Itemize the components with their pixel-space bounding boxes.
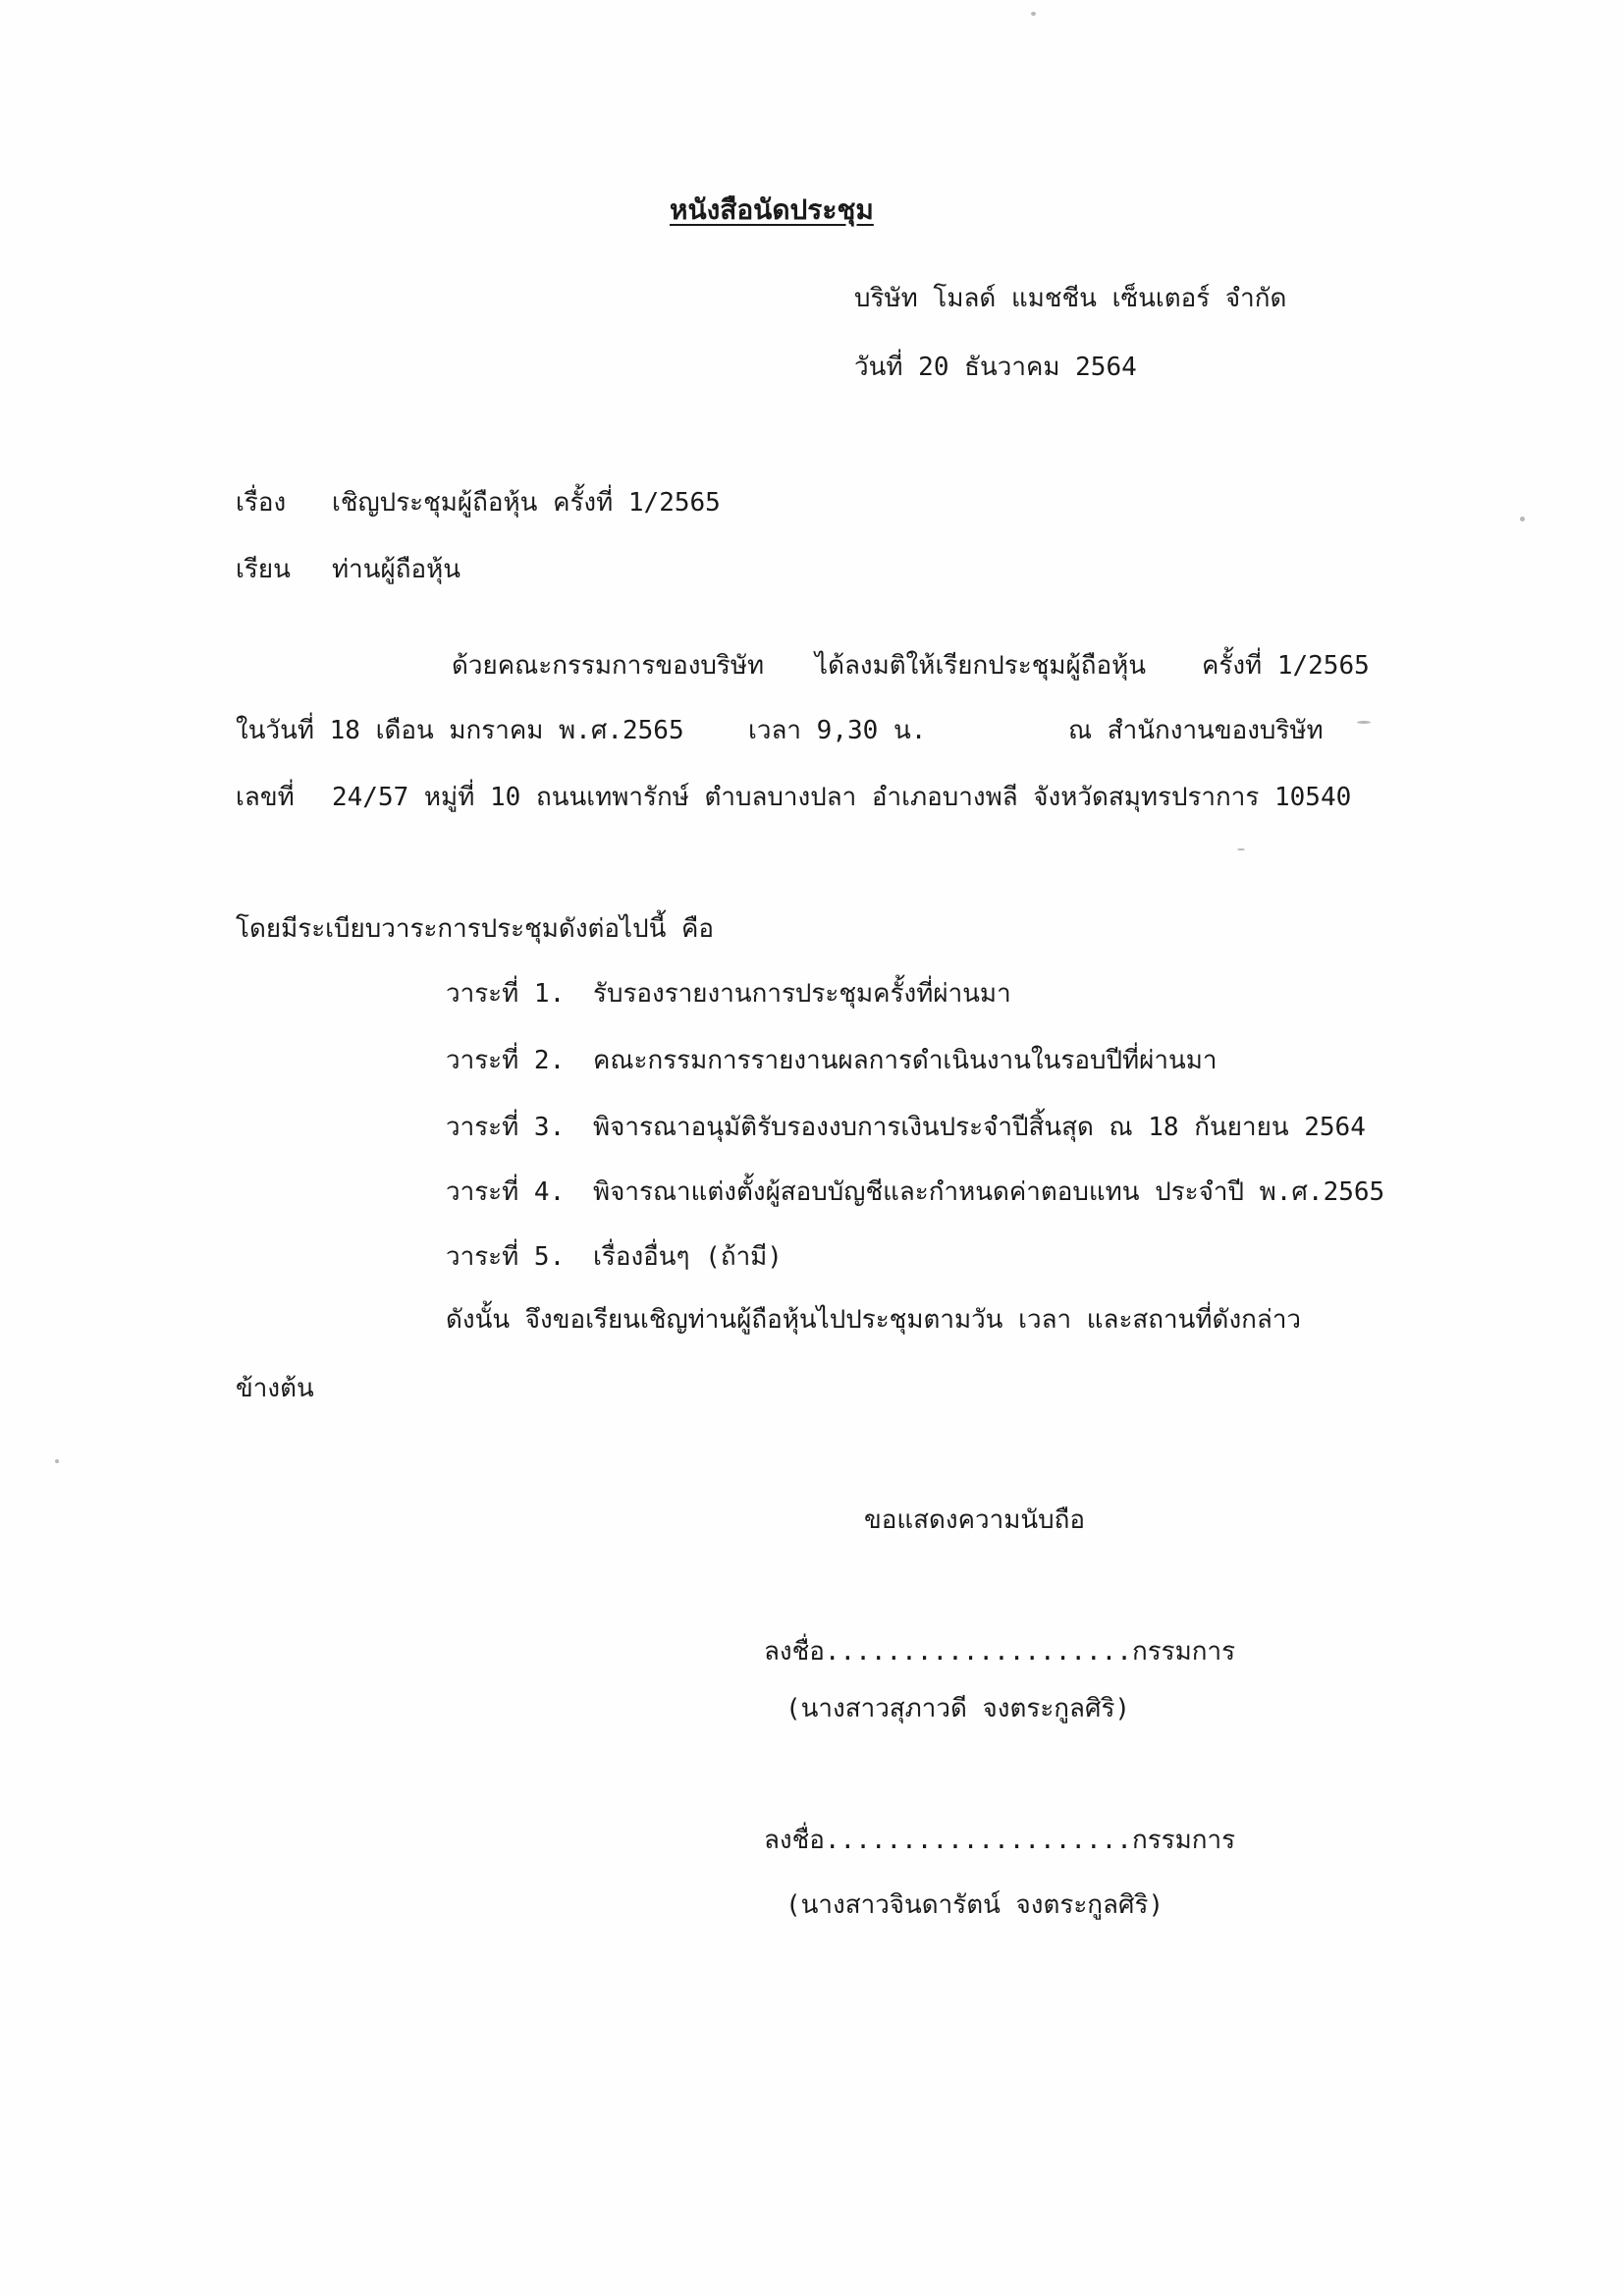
agenda-item-5-text: เรื่องอื่นๆ (ถ้ามี) [593, 1242, 783, 1272]
closing-line-b: ข้างต้น [236, 1374, 314, 1403]
letter-title: หนังสือนัดประชุม [670, 193, 874, 226]
scan-speck [1237, 848, 1245, 850]
body-line-3a: เลขที่ [236, 783, 295, 812]
scan-speck [1357, 721, 1371, 724]
regards: ขอแสดงความนับถือ [864, 1505, 1085, 1535]
body-line-1c: ครั้งที่ 1/2565 [1202, 651, 1370, 681]
body-line-2c: ณ สำนักงานของบริษัท [1068, 716, 1324, 745]
signature-line: ลงชื่อ....................กรรมการ [764, 1637, 1236, 1667]
agenda-item-3-text: พิจารณาอนุมัติรับรองงบการเงินประจำปีสิ้นสุด ณ 18 กันยายน 2564 [593, 1113, 1366, 1142]
agenda-item-3-label: วาระที่ 3. [446, 1113, 566, 1142]
letter-date: วันที่ 20 ธันวาคม 2564 [854, 353, 1137, 382]
agenda-item-1-text: รับรองรายงานการประชุมครั้งที่ผ่านมา [593, 979, 1011, 1009]
agenda-item-2-text: คณะกรรมการรายงานผลการดำเนินงานในรอบปีที่ผ่านมา [593, 1046, 1218, 1075]
subject-label: เรื่อง [236, 488, 287, 518]
agenda-item-2-label: วาระที่ 2. [446, 1046, 566, 1075]
signatory-name: (นางสาวจินดารัตน์ จงตระกูลศิริ) [785, 1890, 1164, 1920]
agenda-item-4-text: พิจารณาแต่งตั้งผู้สอบบัญชีและกำหนดค่าตอบแทน ประจำปี พ.ศ.2565 [593, 1177, 1385, 1207]
recipient-label: เรียน [236, 555, 291, 584]
signature-line: ลงชื่อ....................กรรมการ [764, 1826, 1236, 1855]
scan-speck [1031, 12, 1036, 16]
agenda-item-4-label: วาระที่ 4. [446, 1177, 566, 1207]
scan-speck [1520, 517, 1525, 521]
company-name: บริษัท โมลด์ แมชชีน เซ็นเตอร์ จำกัด [854, 284, 1287, 313]
body-line-3b: 24/57 หมู่ที่ 10 ถนนเทพารักษ์ ตำบลบางปลา อำเภอบางพลี จังหวัดสมุทรปราการ 10540 [332, 783, 1352, 812]
scan-speck [55, 1459, 59, 1463]
signatory-name: (นางสาวสุภาวดี จงตระกูลศิริ) [785, 1694, 1131, 1723]
closing-line-a: ดังนั้น จึงขอเรียนเชิญท่านผู้ถือหุ้นไปประชุมตามวัน เวลา และสถานที่ดังกล่าว [446, 1305, 1302, 1335]
body-line-1b: ได้ลงมติให้เรียกประชุมผู้ถือหุ้น [815, 651, 1146, 681]
agenda-item-1-label: วาระที่ 1. [446, 979, 566, 1009]
recipient-text: ท่านผู้ถือหุ้น [332, 555, 461, 584]
subject-text: เชิญประชุมผู้ถือหุ้น ครั้งที่ 1/2565 [332, 488, 721, 518]
agenda-item-5-label: วาระที่ 5. [446, 1242, 566, 1272]
body-line-2b: เวลา 9,30 น. [748, 716, 927, 745]
body-line-1a: ด้วยคณะกรรมการของบริษัท [452, 651, 765, 681]
body-line-2a: ในวันที่ 18 เดือน มกราคม พ.ศ.2565 [236, 716, 684, 745]
agenda-intro: โดยมีระเบียบวาระการประชุมดังต่อไปนี้ คือ [236, 914, 715, 944]
